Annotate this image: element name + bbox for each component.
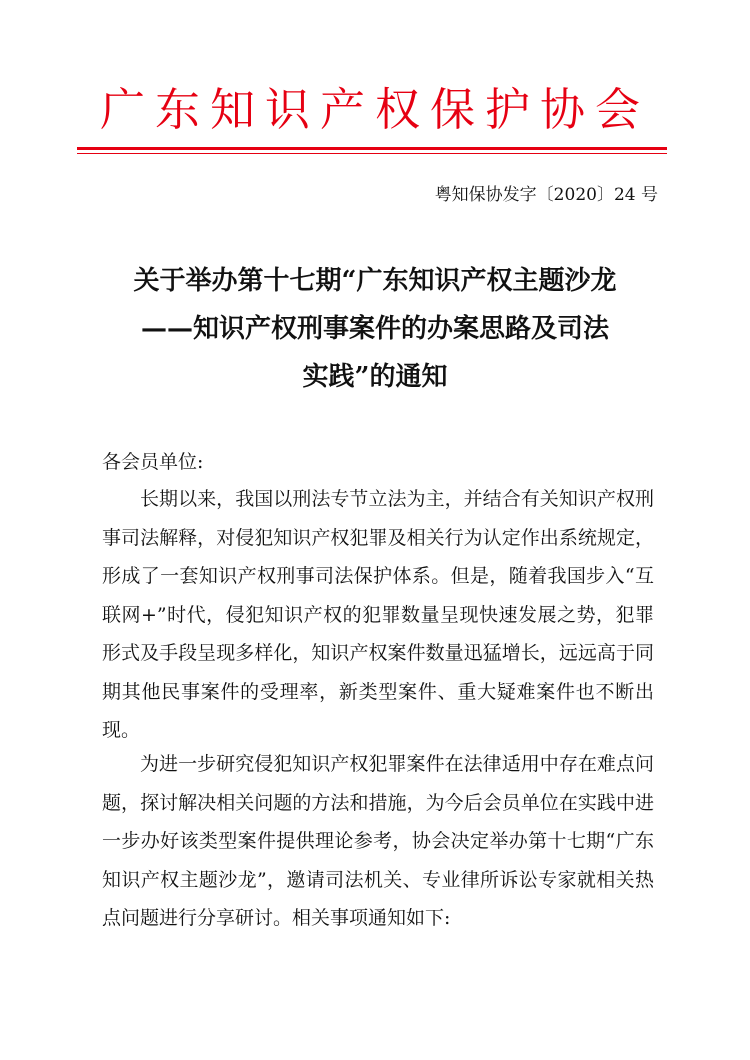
body-paragraph-1: 长期以来，我国以刑法专节立法为主，并结合有关知识产权刑事司法解释，对侵犯知识产权犯罪及相关行为认定作出系统规定，形成了一套知识产权刑事司法保护体系。但是，随着我国步入“互联网+”时代，侵犯知识产权的犯罪数量呈现快速发展之势，犯罪形式及手段呈现多样化，知识产权案件数量迅猛增长，远远高于同期其他民事案件的受理率，新类型案件、重大疑难案件也不断出现。 xyxy=(102,488,654,741)
letterhead-red-rule-thin xyxy=(77,153,667,154)
salutation: 各会员单位: xyxy=(102,451,204,473)
letterhead-org-name: 广东知识产权保护协会 xyxy=(99,83,650,136)
title-line-2: ——知识产权刑事案件的办案思路及司法 xyxy=(140,314,609,344)
notice-title xyxy=(80,257,670,401)
body-paragraph-2: 为进一步研究侵犯知识产权犯罪案件在法律适用中存在难点问题，探讨解决相关问题的方法和措施，为今后会员单位在实践中进一步办好该类型案件提供理论参考，协会决定举办第十七期“广东知识产权主题沙龙”，邀请司法机关、专业律所诉讼专家就相关热点问题进行分享研讨。相关事项通知如下: xyxy=(102,753,654,929)
letterhead-red-rule-thick xyxy=(77,147,667,150)
title-line-3: 实践”的通知 xyxy=(302,362,448,392)
title-line-1: 关于举办第十七期“广东知识产权主题沙龙 xyxy=(133,266,617,296)
document-number: 粤知保协发字〔2020〕24 号 xyxy=(434,185,658,205)
